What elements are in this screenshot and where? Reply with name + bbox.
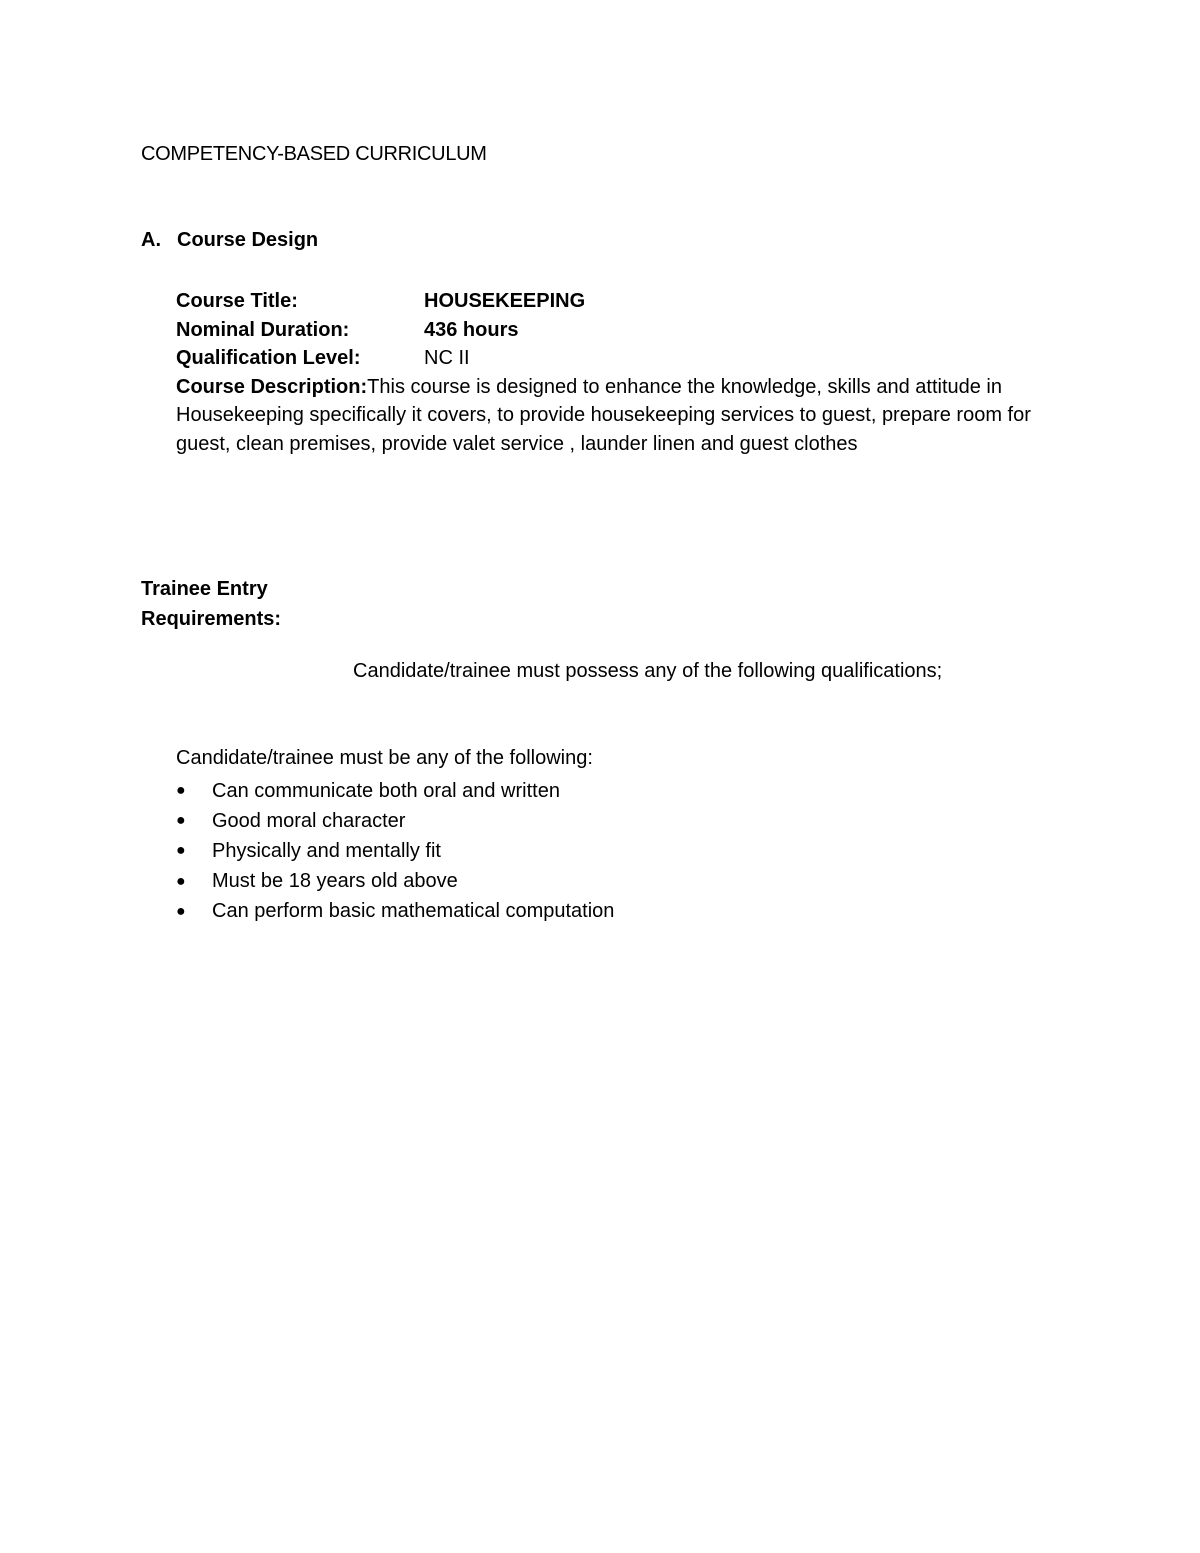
entry-requirements-heading (141, 574, 361, 634)
section-heading-course-design (141, 229, 318, 252)
must-be-intro: Candidate/trainee must be any of the following: (176, 747, 593, 769)
section-letter: A. (141, 229, 161, 251)
bullet-icon: ● (176, 872, 186, 890)
field-row-qualification-level (176, 344, 1076, 373)
nominal-duration-value: 436 hours (424, 318, 519, 341)
field-row-nominal-duration (176, 316, 1076, 345)
qualifications-line: Candidate/trainee must possess any of the following qualifications; (353, 660, 943, 682)
course-title-value: HOUSEKEEPING (424, 290, 586, 312)
requirements-bullet-list (176, 776, 614, 927)
qualification-level-label: Qualification Level: (176, 347, 361, 370)
course-title-label: Course Title: (176, 290, 298, 312)
bullet-icon: ● (176, 812, 186, 830)
document-title: COMPETENCY-BASED CURRICULUM (141, 143, 487, 165)
bullet-text: Can communicate both oral and written (212, 779, 560, 802)
course-description-label: Course Description: (176, 375, 368, 398)
list-item (176, 867, 614, 897)
bullet-icon: ● (176, 842, 186, 860)
course-fields (176, 287, 1076, 459)
list-item (176, 836, 614, 866)
nominal-duration-label: Nominal Duration: (176, 318, 350, 341)
entry-heading-line2: Requirements: (141, 608, 282, 630)
course-description-value: This course is designed to enhance the knowledge, skills and attitude in Housekeeping specifically it covers, to provide housekeeping services to guest, prepare room for guest, clean premises, provide valet service , launder linen and guest clothes (176, 375, 1031, 455)
bullet-text: Can perform basic mathematical computation (212, 900, 615, 923)
list-item (176, 897, 614, 927)
bullet-text: Must be 18 years old above (212, 870, 458, 893)
qualification-level-value: NC II (424, 347, 470, 370)
entry-heading-line1: Trainee Entry (141, 578, 268, 600)
list-item (176, 776, 614, 806)
bullet-text: Physically and mentally fit (212, 839, 441, 862)
field-row-course-title (176, 287, 1076, 316)
bullet-icon: ● (176, 902, 186, 920)
field-row-course-description (176, 373, 1056, 459)
bullet-text: Good moral character (212, 809, 406, 832)
list-item (176, 806, 614, 836)
section-heading-text: Course Design (177, 229, 319, 251)
bullet-icon: ● (176, 782, 186, 800)
